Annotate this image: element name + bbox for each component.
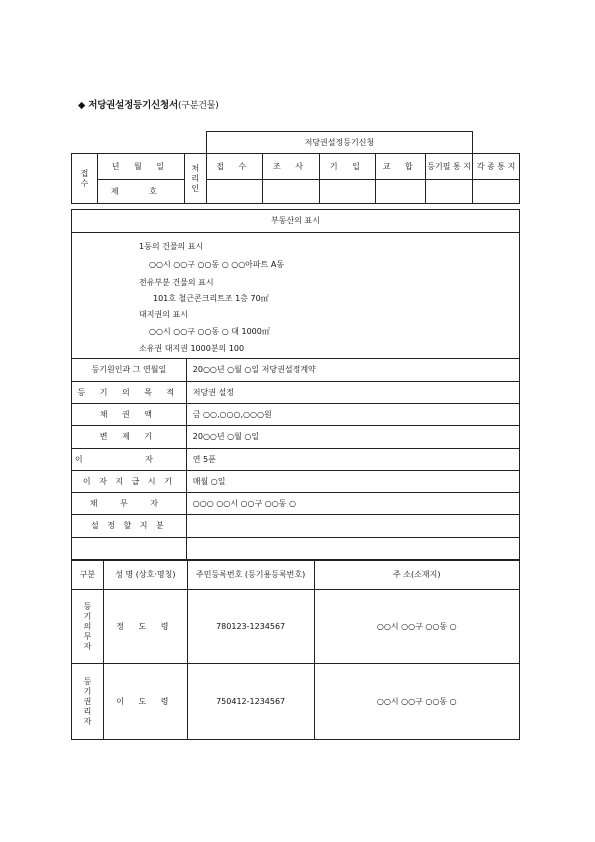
field-label: 등기원인과 그 연월일 (72, 359, 187, 382)
field-label: 채 무 자 (72, 493, 187, 515)
title-sub: (구분건물) (177, 101, 219, 111)
header-id: 주민등록번호 (등기용등록번호) (187, 561, 314, 590)
property-line: 소유권 대지권 1000분의 100 (139, 344, 245, 353)
col-completion-notice: 등기필 통 지 (426, 154, 473, 180)
property-line: 전유부분 건물의 표시 (139, 278, 214, 287)
cell-collation (376, 180, 426, 204)
field-label: 이 자 지 급 시 기 (72, 471, 187, 493)
field-value: ○○○ ○○시 ○○구 ○○동 ○ (186, 493, 519, 515)
field-label: 이 자 (72, 449, 187, 471)
cell-receipt (206, 180, 262, 204)
property-header: 부동산의 표시 (72, 210, 520, 233)
party-id: 780123-1234567 (187, 590, 314, 664)
property-line: ○○시 ○○구 ○○동 ○ 대 1000㎡ (149, 327, 270, 336)
field-label: 채 권 액 (72, 404, 187, 426)
cell-completion-notice (426, 180, 473, 204)
col-various-notice: 각 종 통 지 (473, 154, 520, 180)
property-line: ○○시 ○○구 ○○동 ○ ○○아파트 A동 (149, 260, 285, 269)
field-label: 등 기 의 목 적 (72, 382, 187, 404)
title-main: ◆ 저당권설정등기신청서 (78, 100, 178, 111)
property-line: 대지권의 표시 (139, 310, 188, 319)
field-value: 20○○년 ○월 ○일 (186, 426, 519, 449)
property-lines (71, 232, 520, 358)
application-type-box: 저당권설정등기신청 (206, 132, 472, 154)
field-label: 설 정 할 지 분 (72, 515, 187, 538)
field-value (186, 515, 519, 538)
blank-cell (72, 538, 187, 560)
col-entry: 기 입 (320, 154, 376, 180)
receipt-date: 년 월 일 (97, 154, 184, 180)
field-value: 매월 ○일 (186, 471, 519, 493)
party-address: ○○시 ○○구 ○○동 ○ (314, 664, 520, 740)
field-value: 20○○년 ○월 ○일 저당권설정계약 (186, 359, 519, 382)
application-header-table (71, 131, 520, 204)
party-address: ○○시 ○○구 ○○동 ○ (314, 590, 520, 664)
blank-cell (186, 538, 519, 560)
col-collation: 교 합 (376, 154, 426, 180)
col-inspection: 조 사 (262, 154, 320, 180)
cell-entry (320, 180, 376, 204)
property-line: 101호 철근콘크리트조 1층 70㎡ (153, 294, 269, 303)
document-title (78, 97, 219, 111)
header-category: 구분 (72, 561, 104, 590)
cell-various-notice (473, 180, 520, 204)
field-value: 금 ○○,○○○,○○○원 (186, 404, 519, 426)
field-value: 연 5푼 (186, 449, 519, 471)
parties-table (71, 560, 520, 740)
party-name: 이 도 령 (103, 664, 187, 740)
receipt-number: 제 호 (97, 180, 184, 204)
property-line: 1동의 건물의 표시 (139, 242, 204, 251)
field-label: 변 제 기 (72, 426, 187, 449)
header-address: 주 소(소재지) (314, 561, 520, 590)
party-id: 750412-1234567 (187, 664, 314, 740)
party-category: 등기권리자 (72, 664, 104, 740)
field-value: 저당권 설정 (186, 382, 519, 404)
handler-label: 처리인 (184, 154, 206, 204)
party-name: 정 도 령 (103, 590, 187, 664)
party-category: 등기의무자 (72, 590, 104, 664)
receipt-label: 접수 (72, 154, 98, 204)
header-name: 성 명 (상호·명칭) (103, 561, 187, 590)
cell-inspection (262, 180, 320, 204)
col-receipt: 접 수 (206, 154, 262, 180)
